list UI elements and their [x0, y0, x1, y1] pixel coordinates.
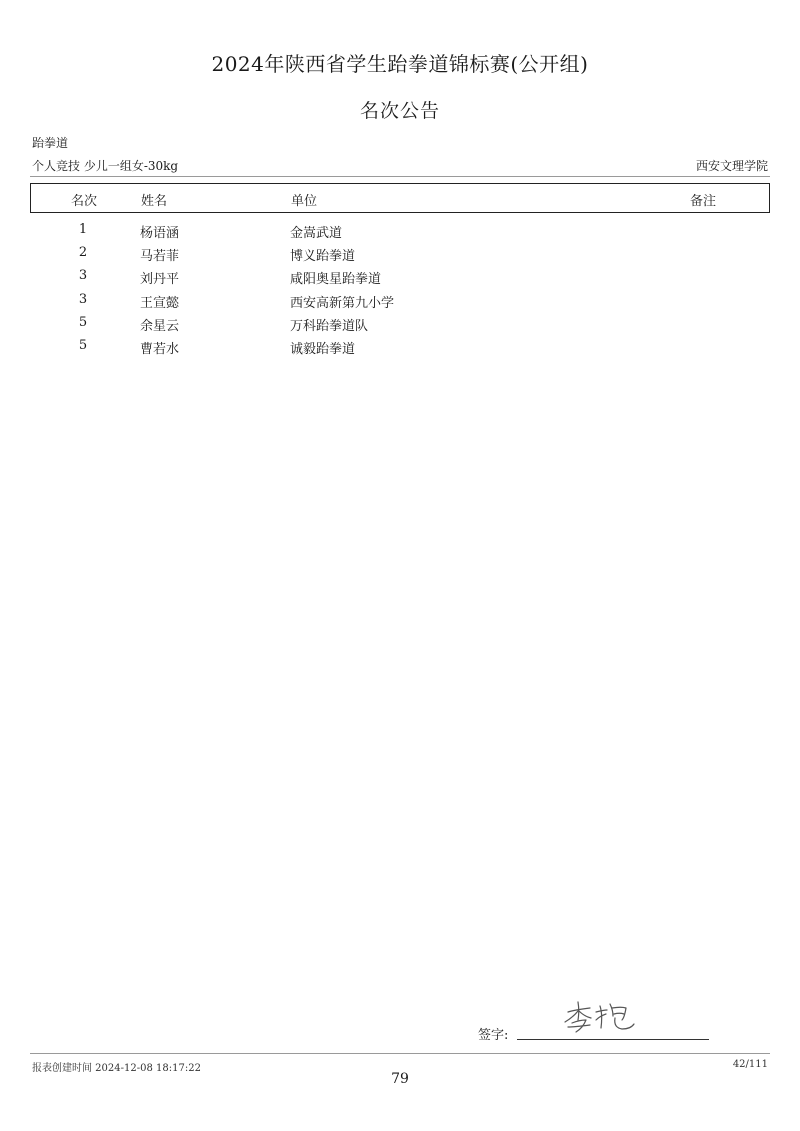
name-cell: 王宣懿 [140, 295, 180, 311]
name-cell: 刘丹平 [140, 272, 180, 288]
name-cell: 马若菲 [140, 249, 180, 265]
column-header-name: 姓名 [141, 194, 168, 209]
event-label: 个人竞技 少儿一组女-30kg [32, 159, 179, 173]
rank-cell: 1 [78, 222, 88, 237]
rank-cell: 5 [78, 314, 88, 330]
signature-line [517, 1039, 709, 1040]
table-row [30, 315, 770, 338]
column-header-rank: 名次 [71, 194, 98, 209]
column-header-note: 备注 [690, 194, 717, 209]
rank-cell: 3 [78, 291, 88, 307]
table-row [30, 268, 770, 291]
rank-cell: 2 [78, 245, 88, 261]
unit-cell: 西安高新第九小学 [290, 295, 395, 311]
signature-label: 签字: [478, 1028, 509, 1043]
report-created-time: 报表创建时间 2024-12-08 18:17:22 [32, 1063, 201, 1074]
table-row [30, 292, 770, 315]
bottom-divider [30, 1053, 770, 1054]
name-cell: 余星云 [140, 318, 180, 334]
sport-label: 跆拳道 [32, 136, 69, 150]
top-divider [30, 176, 770, 177]
page-number: 79 [391, 1071, 409, 1087]
column-header-unit: 单位 [291, 194, 318, 209]
handwritten-signature [560, 998, 640, 1036]
table-row [30, 338, 770, 361]
name-cell: 曹若水 [140, 341, 180, 357]
rank-cell: 3 [78, 268, 88, 284]
unit-cell: 诚毅跆拳道 [290, 341, 356, 357]
unit-cell: 咸阳奥星跆拳道 [290, 272, 382, 288]
unit-cell: 博义跆拳道 [290, 249, 356, 265]
page-subtitle: 名次公告 [359, 100, 440, 122]
rank-cell: 5 [78, 337, 88, 353]
table-row [30, 222, 770, 245]
table-row [30, 245, 770, 268]
venue-label: 西安文理学院 [695, 159, 768, 173]
unit-cell: 万科跆拳道队 [290, 318, 369, 334]
unit-cell: 金嵩武道 [290, 226, 343, 241]
table-header [30, 183, 770, 213]
ranking-table-body [30, 222, 770, 361]
page-title: 2024年陕西省学生跆拳道锦标赛(公开组) [211, 52, 589, 76]
name-cell: 杨语涵 [140, 226, 180, 241]
page-counter: 42/111 [732, 1059, 768, 1070]
